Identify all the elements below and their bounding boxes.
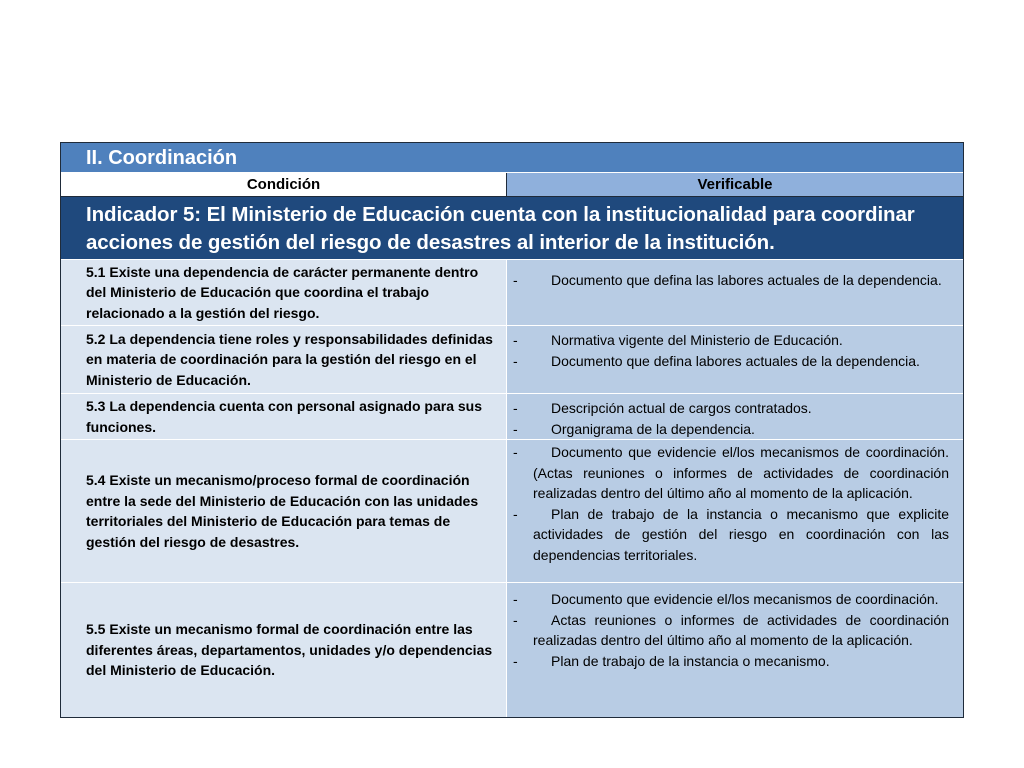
verifiable-text: Documento que defina labores actuales de la dependencia. <box>551 352 920 369</box>
dash-bullet: - <box>513 332 518 348</box>
table-row <box>61 326 963 394</box>
dash-bullet: - <box>513 505 518 522</box>
header-verificable: Verificable <box>507 173 963 196</box>
list-item <box>513 419 949 440</box>
list-item <box>513 589 949 610</box>
verifiable-text: Documento que defina las labores actuales de la dependencia. <box>551 272 942 288</box>
condition-cell: 5.1 Existe una dependencia de carácter permanente dentro del Ministerio de Educación que coordina el trabajo relacionado a la gestión del riesgo. <box>61 260 507 325</box>
verifiable-text: Documento que evidencie el/los mecanismos de coordinación. <box>551 591 939 607</box>
section-title: II. Coordinación <box>86 147 238 169</box>
condition-cell: 5.2 La dependencia tiene roles y responsabilidades definidas en materia de coordinación para la gestión del riesgo en el Ministerio de Educación. <box>61 326 507 393</box>
list-item <box>513 442 949 504</box>
table-row <box>61 583 963 717</box>
verifiable-cell <box>507 260 963 325</box>
list-item <box>513 398 949 419</box>
verifiable-cell <box>507 394 963 439</box>
list-item <box>513 651 949 672</box>
condition-cell: 5.3 La dependencia cuenta con personal asignado para sus funciones. <box>61 394 507 439</box>
verifiable-cell <box>507 440 963 582</box>
coordination-table <box>60 142 964 718</box>
section-header-row <box>61 143 963 173</box>
table-row <box>61 440 963 583</box>
dash-bullet: - <box>513 591 518 607</box>
verifiable-text: Actas reuniones o informes de actividades de coordinación realizadas dentro del último año al momento de la aplicación. <box>533 611 949 648</box>
dash-bullet: - <box>513 400 518 416</box>
verifiable-text: Plan de trabajo de la instancia o mecanismo que explicite actividades de gestión del riesgo en coordinación con las dependencias territoriales. <box>533 505 949 563</box>
condition-cell: 5.4 Existe un mecanismo/proceso formal de coordinación entre la sede del Ministerio de Educación con las unidades territoriales del Ministerio de Educación para temas de gestión del riesgo de desastres. <box>61 440 507 582</box>
verifiable-text: Documento que evidencie el/los mecanismos de coordinación. (Actas reuniones o informes de actividades de coordinación realizadas dentro del último año al momento de la aplicación. <box>533 444 949 501</box>
indicator-text: Indicador 5: El Ministerio de Educación cuenta con la institucionalidad para coordinar acciones de gestión del riesgo de desastres al interior de la institución. <box>86 203 915 254</box>
dash-bullet: - <box>513 352 518 369</box>
dash-bullet: - <box>513 611 518 628</box>
header-condicion: Condición <box>61 173 507 196</box>
list-item <box>513 330 949 351</box>
verifiable-cell <box>507 326 963 393</box>
dash-bullet: - <box>513 652 518 669</box>
dash-bullet: - <box>513 420 518 437</box>
list-item <box>513 351 949 372</box>
indicator-row <box>61 197 963 260</box>
list-item <box>513 504 949 566</box>
list-item <box>513 610 949 651</box>
dash-bullet: - <box>513 444 518 460</box>
verifiable-cell <box>507 583 963 717</box>
table-row <box>61 260 963 326</box>
list-item <box>513 270 949 291</box>
column-header-row <box>61 173 963 197</box>
verifiable-text: Descripción actual de cargos contratados. <box>551 400 812 416</box>
condition-cell: 5.5 Existe un mecanismo formal de coordinación entre las diferentes áreas, departamentos, unidades y/o dependencias del Ministerio de Educación. <box>61 583 507 717</box>
verifiable-text: Organigrama de la dependencia. <box>551 420 755 437</box>
verifiable-text: Plan de trabajo de la instancia o mecanismo. <box>551 652 830 669</box>
table-row <box>61 394 963 440</box>
dash-bullet: - <box>513 272 518 288</box>
verifiable-text: Normativa vigente del Ministerio de Educación. <box>551 332 843 348</box>
